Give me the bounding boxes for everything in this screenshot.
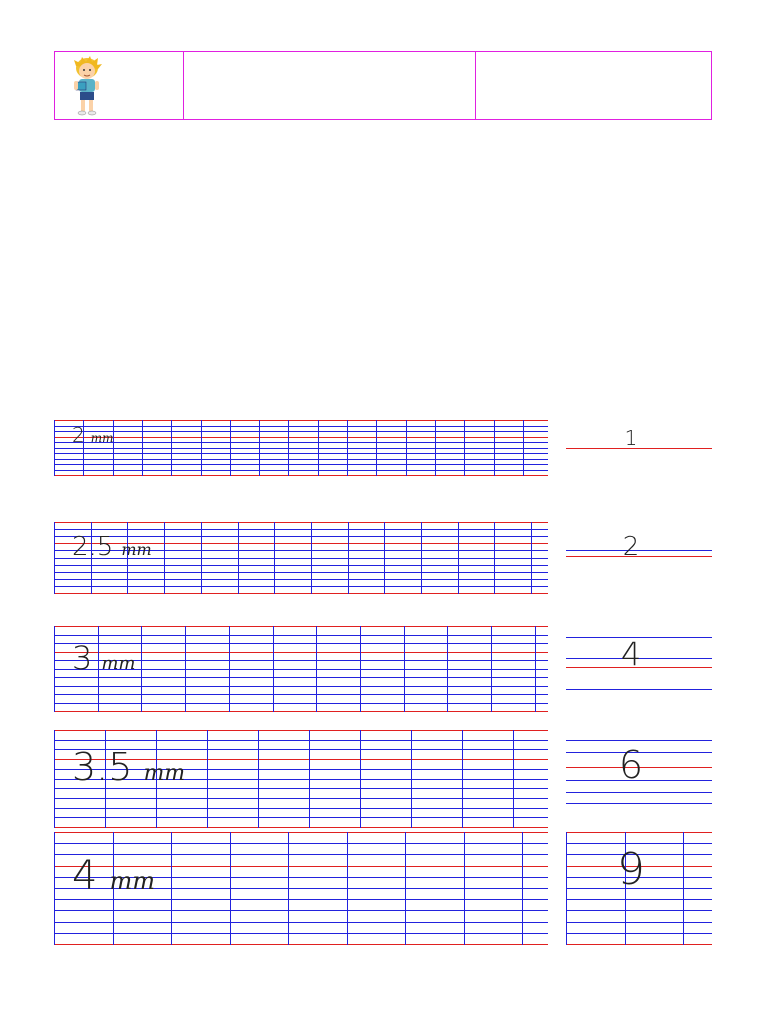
ruling-size-unit: mm <box>101 653 136 674</box>
vertical-margin-line <box>360 730 361 828</box>
vertical-margin-line <box>201 522 202 594</box>
vertical-margin-line <box>230 832 231 945</box>
vertical-margin-line <box>258 730 259 828</box>
red-guide-line <box>54 730 548 731</box>
blue-guide-line <box>54 470 548 471</box>
vertical-margin-line <box>435 420 436 476</box>
ruling-size-label <box>72 853 155 899</box>
ruling-size-unit: mm <box>90 431 114 445</box>
ruling-size-number: 4 <box>72 853 98 899</box>
header-table <box>54 51 712 120</box>
blue-guide-line <box>54 448 548 449</box>
ruling-size-unit: mm <box>121 540 152 559</box>
blue-guide-line <box>54 817 548 818</box>
blue-guide-line <box>566 922 712 923</box>
blue-guide-line <box>54 798 548 799</box>
vertical-margin-line <box>404 626 405 712</box>
blue-guide-line <box>54 740 548 741</box>
blue-guide-line <box>54 899 548 900</box>
vertical-margin-line <box>309 730 310 828</box>
vertical-margin-line <box>230 420 231 476</box>
vertical-margin-line <box>288 420 289 476</box>
red-guide-line <box>54 827 548 828</box>
red-guide-line <box>54 522 548 523</box>
blue-guide-line <box>566 689 712 690</box>
blue-guide-line <box>566 933 712 934</box>
blue-guide-line <box>54 635 548 636</box>
vertical-margin-line <box>458 522 459 594</box>
red-guide-line <box>566 448 712 449</box>
blue-guide-line <box>54 453 548 454</box>
blue-guide-line <box>54 431 548 432</box>
vertical-margin-line <box>531 522 532 594</box>
vertical-margin-line <box>207 730 208 828</box>
blue-guide-line <box>54 586 548 587</box>
blue-guide-line <box>54 933 548 934</box>
vertical-margin-line <box>384 522 385 594</box>
blue-guide-line <box>54 910 548 911</box>
vertical-margin-line <box>462 730 463 828</box>
ruling-size-label <box>72 745 186 789</box>
vertical-margin-line <box>464 832 465 945</box>
red-guide-line <box>54 420 548 421</box>
blue-guide-line <box>54 703 548 704</box>
boy-reading-icon <box>71 56 105 118</box>
red-guide-line <box>54 437 548 438</box>
vertical-margin-line <box>311 522 312 594</box>
vertical-margin-line <box>447 626 448 712</box>
vertical-margin-line <box>348 522 349 594</box>
vertical-margin-line <box>411 730 412 828</box>
sample-number-label: 1 <box>624 426 638 450</box>
vertical-margin-line <box>54 522 55 594</box>
blue-guide-line <box>54 579 548 580</box>
blue-guide-line <box>54 694 548 695</box>
blue-guide-line <box>566 803 712 804</box>
vertical-margin-line <box>522 832 523 945</box>
ruling-size-unit: mm <box>143 761 186 786</box>
vertical-margin-line <box>464 420 465 476</box>
blue-guide-line <box>54 565 548 566</box>
blue-guide-line <box>54 459 548 460</box>
sample-number-label: 6 <box>618 743 644 787</box>
blue-guide-line <box>54 843 548 844</box>
vertical-margin-line <box>54 832 55 945</box>
red-guide-line <box>54 711 548 712</box>
blue-guide-line <box>54 677 548 678</box>
vertical-margin-line <box>347 420 348 476</box>
vertical-margin-line <box>273 626 274 712</box>
blue-guide-line <box>566 910 712 911</box>
ruled-grid-sample <box>54 420 548 476</box>
blue-guide-line <box>54 572 548 573</box>
sample-number-label: 2 <box>622 532 640 562</box>
header-name-cell <box>184 52 476 119</box>
vertical-margin-line <box>288 832 289 945</box>
vertical-margin-line <box>494 522 495 594</box>
blue-guide-line <box>54 529 548 530</box>
vertical-margin-line <box>523 420 524 476</box>
vertical-margin-line <box>535 626 536 712</box>
red-guide-line <box>566 944 712 945</box>
vertical-margin-line <box>238 522 239 594</box>
vertical-margin-line <box>141 626 142 712</box>
ruling-size-number: 3 <box>72 639 93 677</box>
vertical-margin-line <box>54 730 55 828</box>
ruling-size-label <box>72 534 152 560</box>
vertical-margin-line <box>171 832 172 945</box>
vertical-margin-line <box>142 420 143 476</box>
vertical-margin-line <box>360 626 361 712</box>
red-guide-line <box>54 832 548 833</box>
blue-guide-line <box>54 464 548 465</box>
vertical-margin-line <box>171 420 172 476</box>
vertical-margin-line <box>274 522 275 594</box>
vertical-margin-line <box>229 626 230 712</box>
ruling-size-label <box>72 425 114 445</box>
blue-guide-line <box>566 899 712 900</box>
vertical-margin-line <box>347 832 348 945</box>
blue-guide-line <box>54 808 548 809</box>
red-guide-line <box>54 944 548 945</box>
vertical-margin-line <box>316 626 317 712</box>
ruling-size-unit: mm <box>109 867 155 895</box>
vertical-margin-line <box>376 420 377 476</box>
vertical-margin-line <box>406 420 407 476</box>
vertical-margin-line <box>54 626 55 712</box>
red-guide-line <box>54 626 548 627</box>
sample-number-label: 9 <box>617 844 645 895</box>
vertical-margin-line <box>513 730 514 828</box>
vertical-margin-line <box>54 420 55 476</box>
vertical-margin-line <box>185 626 186 712</box>
vertical-margin-line <box>201 420 202 476</box>
blue-guide-line <box>566 740 712 741</box>
red-guide-line <box>566 832 712 833</box>
vertical-margin-line <box>164 522 165 594</box>
blue-guide-line <box>54 854 548 855</box>
red-guide-line <box>54 593 548 594</box>
blue-guide-line <box>54 426 548 427</box>
vertical-margin-line <box>494 420 495 476</box>
ruling-size-number: 2.5 <box>72 532 114 562</box>
blue-guide-line <box>54 686 548 687</box>
blue-guide-line <box>54 442 548 443</box>
blue-guide-line <box>566 792 712 793</box>
header-illustration-cell <box>55 52 184 119</box>
vertical-margin-line <box>318 420 319 476</box>
sample-number-label: 4 <box>620 635 642 673</box>
blue-guide-line <box>54 922 548 923</box>
vertical-margin-line <box>421 522 422 594</box>
vertical-margin-line <box>259 420 260 476</box>
vertical-margin-line <box>491 626 492 712</box>
ruling-size-number: 3.5 <box>72 745 133 789</box>
red-guide-line <box>54 475 548 476</box>
header-date-cell <box>476 52 711 119</box>
ruling-size-label <box>72 639 136 677</box>
vertical-margin-line <box>405 832 406 945</box>
ruling-size-number: 2 <box>72 423 85 447</box>
